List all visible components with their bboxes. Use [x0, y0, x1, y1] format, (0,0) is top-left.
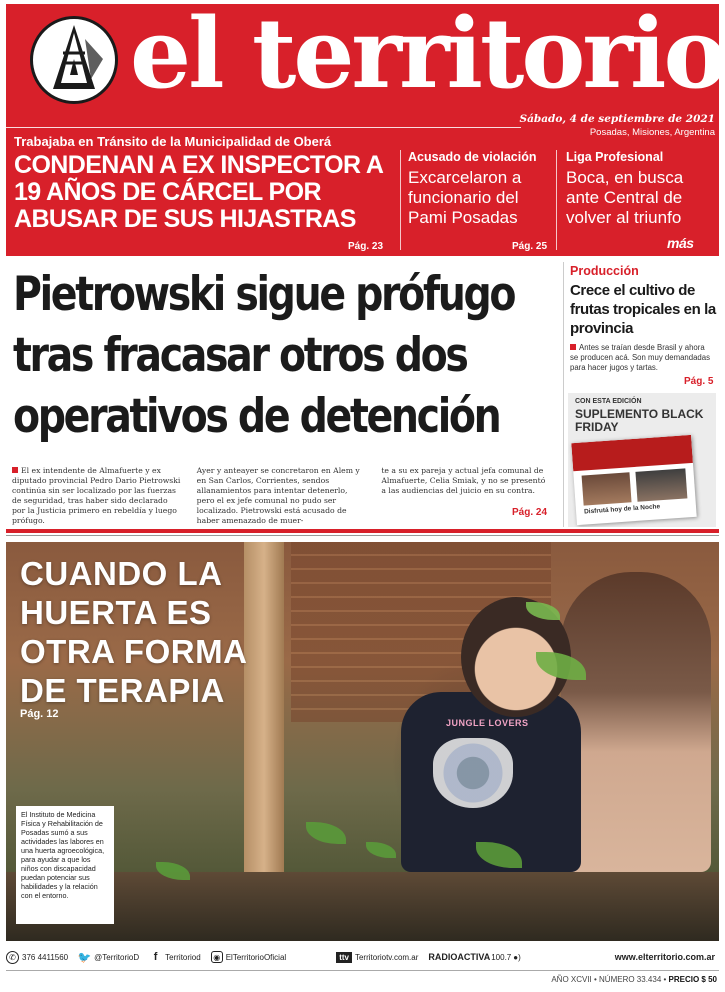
- body-column: te a su ex pareja y actual jefa comunal de Almafuerte, Celia Smiak, y no se presentó a las audiencias del juicio en su contra.: [381, 466, 546, 495]
- lead-headline[interactable]: CONDENAN A EX INSPECTOR A 19 AÑOS DE CÁRCEL POR ABUSAR DE SUS HIJASTRAS: [14, 151, 383, 233]
- footer-instagram[interactable]: ◉ ElTerritorioOficial: [211, 951, 286, 963]
- produccion-text: Antes se traían desde Brasil y ahora se producen acá. Son muy demandadas para hacer jugos y tartas.: [570, 343, 711, 372]
- body-column: El ex intendente de Almafuerte y ex diputado provincial Pedro Dario Pietrowski continúa sin ser localizado por las fuerzas de seguridad, tras haber sido declarado por la Justicia primero en rebeldía y luego prófugo.: [12, 466, 181, 525]
- bullet-square-icon: [570, 344, 576, 350]
- column-divider: [556, 150, 557, 250]
- produccion-page-ref: Pág. 5: [684, 376, 714, 387]
- footer-website[interactable]: www.elterritorio.com.ar: [614, 952, 715, 962]
- shirt-print: JUNGLE LOVERS: [446, 718, 529, 728]
- cover-caption: Disfrutá hoy de la Noche: [583, 503, 661, 516]
- issue-date: Sábado, 4 de septiembre de 2021: [519, 113, 715, 125]
- brand-title: el territorio: [130, 0, 725, 110]
- leaf-icon: [366, 842, 396, 858]
- story3-headline[interactable]: Boca, en busca ante Central de volver al triunfo: [566, 168, 684, 227]
- supplement-box[interactable]: [568, 393, 716, 527]
- produccion-headline[interactable]: Crece el cultivo de frutas tropicales en la provincia: [570, 282, 716, 337]
- supplement-label: CON ESTA EDICIÓN: [575, 398, 642, 405]
- footer-ttv[interactable]: ttv Territoriotv.com.ar: [336, 952, 418, 963]
- footer-whatsapp[interactable]: ✆ 376 4411560: [6, 951, 68, 964]
- section-divider: [6, 529, 719, 533]
- main-page-ref: Pág. 24: [512, 507, 548, 518]
- woman-figure: [561, 572, 711, 872]
- main-headline-line: Pietrowski sigue prófugo: [13, 267, 515, 322]
- issue-info: AÑO XCVII • NÚMERO 33.434 • PRECIO $ 50: [551, 975, 717, 984]
- footer-bar: [6, 944, 719, 971]
- leaf-icon: [306, 822, 346, 844]
- twitter-icon: 🐦: [77, 951, 92, 964]
- lead-page-ref: Pág. 23: [348, 241, 384, 252]
- bullet-square-icon: [12, 467, 18, 473]
- body-column: Ayer y anteayer se concretaron en Alem y en San Carlos, Corrientes, sendos allanamientos para intentar detenerlo, pero el ex jefe comunal no pudo ser localizado. Pietrowski está acusado de haber amenazado de muer-: [196, 466, 360, 525]
- photo-caption: El Instituto de Medicina Física y Rehabilitación de Posadas sumó a sus actividades las labores en una huerta agroecológica, para ayudar a que los niños con discapacidad puedan potenciar sus habilidades y la relación con el entorno.: [16, 806, 114, 924]
- whatsapp-icon: ✆: [6, 951, 19, 964]
- main-body: [12, 466, 552, 526]
- story2-kicker: Acusado de violación: [408, 150, 537, 164]
- photo-page-ref: Pág. 12: [20, 708, 59, 720]
- main-headline-line: tras fracasar otros dos: [13, 328, 467, 383]
- instagram-icon: ◉: [211, 951, 223, 963]
- story3-kicker: Liga Profesional: [566, 150, 664, 164]
- produccion-kicker: Producción: [570, 264, 639, 278]
- heart-icon: [433, 738, 513, 808]
- photo-headline[interactable]: CUANDO LA HUERTA ES OTRA FORMA DE TERAPIA: [20, 555, 247, 709]
- footer-radio[interactable]: RADIOACTIVA 100.7 ●): [428, 952, 521, 962]
- cover-photo: [635, 468, 687, 501]
- radio-wave-icon: ●): [513, 952, 521, 962]
- issue-place: Posadas, Misiones, Argentina: [589, 127, 715, 138]
- ttv-logo: ttv: [336, 952, 352, 963]
- column-divider: [400, 150, 401, 250]
- main-headline-line: operativos de detención: [13, 389, 500, 444]
- cover-photo: [582, 472, 632, 505]
- masthead-divider: [6, 127, 521, 128]
- story2-headline[interactable]: Excarcelaron a funcionario del Pami Posadas: [408, 168, 522, 227]
- price: PRECIO $ 50: [668, 975, 717, 984]
- logo-face-icon: [30, 16, 118, 104]
- story2-page-ref: Pág. 25: [512, 241, 548, 252]
- footer-twitter[interactable]: 🐦 @TerritorioD: [77, 951, 140, 964]
- main-headline[interactable]: [13, 264, 515, 447]
- dateline: [519, 113, 715, 138]
- lead-kicker: Trabajaba en Tránsito de la Municipalidad de Oberá: [14, 134, 332, 149]
- facebook-icon: f: [153, 951, 158, 963]
- section-divider: [6, 535, 719, 536]
- mas-badge: más: [667, 235, 694, 251]
- footer-facebook[interactable]: f Territoriod: [149, 951, 201, 964]
- supplement-title: SUPLEMENTO BLACK FRIDAY: [575, 407, 704, 434]
- supplement-cover: [571, 435, 696, 525]
- column-divider: [563, 262, 564, 527]
- feature-photo[interactable]: [6, 542, 719, 941]
